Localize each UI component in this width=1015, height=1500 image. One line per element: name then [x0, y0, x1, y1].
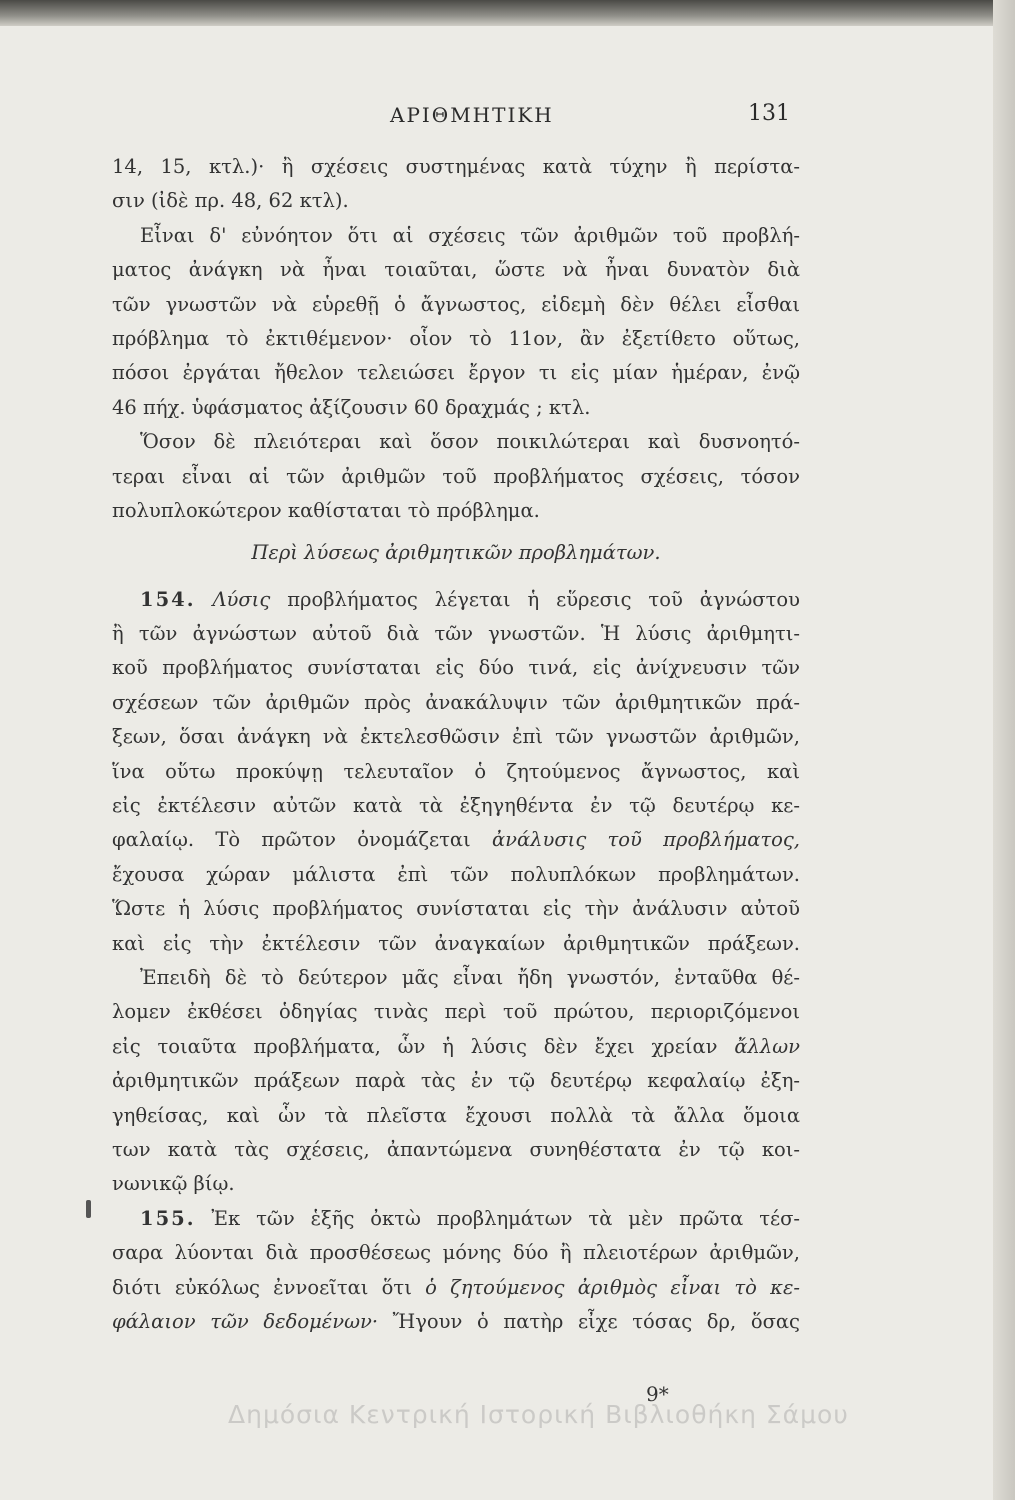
- text-fragment: Ἐκ τῶν ἑξῆς ὀκτὼ προβλημάτων τὰ μὲν πρῶτα τέσ-: [211, 1206, 800, 1230]
- page-right-edge: [993, 0, 1015, 1500]
- text-line: τῶν γνωστῶν νὰ εὑρεθῇ ὁ ἄγνωστος, εἰδεμὴ δὲν θέλει εἶσθαι: [112, 292, 800, 316]
- emphasized-phrase: φάλαιον τῶν δεδομένων·: [112, 1309, 379, 1333]
- text-line: Ὥστε ἡ λύσις προβλήματος συνίσταται εἰς τὴν ἀνάλυσιν αὐτοῦ: [112, 897, 800, 921]
- text-fragment: φαλαίῳ. Τὸ πρῶτον ὀνομάζεται: [112, 828, 471, 852]
- text-line: σχέσεων τῶν ἀριθμῶν πρὸς ἀνακάλυψιν τῶν ἀριθμητικῶν πρά-: [112, 690, 800, 714]
- text-line: [112, 1030, 800, 1064]
- defined-term: Λύσις: [212, 587, 271, 611]
- text-line: τεραι εἶναι αἱ τῶν ἀριθμῶν τοῦ προβλήματος σχέσεις, τόσον: [112, 464, 800, 488]
- text-line: των κατὰ τὰς σχέσεις, ἀπαντώμενα συνηθέστατα ἐν τῷ κοι-: [112, 1137, 800, 1161]
- running-head: [0, 101, 1015, 131]
- text-line: ξεων, ὅσαι ἀνάγκη νὰ ἐκτελεσθῶσιν ἐπὶ τῶν γνωστῶν ἀριθμῶν,: [112, 725, 800, 749]
- text-line: γηθείσας, καὶ ὧν τὰ πλεῖστα ἔχουσι πολλὰ τὰ ἄλλα ὅμοια: [112, 1103, 800, 1127]
- section-heading: Περὶ λύσεως ἀριθμητικῶν προβλημάτων.: [251, 541, 661, 565]
- text-line: ἔχουσα χώραν μάλιστα ἐπὶ τῶν πολυπλόκων προβλημάτων.: [112, 862, 800, 886]
- text-line: πολυπλοκώτερον καθίσταται τὸ πρόβλημα.: [112, 498, 540, 522]
- text-line: κοῦ προβλήματος συνίσταται εἰς δύο τινά, εἰς ἀνίχνευσιν τῶν: [112, 656, 800, 680]
- text-line: Ὅσον δὲ πλειότεραι καὶ ὅσον ποικιλώτεραι καὶ δυσνοητό-: [140, 430, 800, 454]
- text-line: [112, 1305, 800, 1339]
- text-line: ματος ἀνάγκη νὰ ἦναι τοιαῦται, ὥστε νὰ ἦναι δυνατὸν διὰ: [112, 258, 800, 282]
- text-line: ἵνα οὕτω προκύψῃ τελευταῖον ὁ ζητούμενος ἄγνωστος, καὶ: [112, 759, 800, 783]
- text-line: νωνικῷ βίῳ.: [112, 1172, 235, 1196]
- text-fragment: διότι εὐκόλως ἐννοεῖται ὅτι: [112, 1275, 412, 1299]
- text-line: σιν (ἰδὲ πρ. 48, 62 κτλ).: [112, 189, 349, 213]
- text-line: [112, 1271, 800, 1305]
- emphasized-term: ἀνάλυσις τοῦ προβλήματος,: [491, 828, 800, 852]
- text-line: Ἐπειδὴ δὲ τὸ δεύτερον μᾶς εἶναι ἤδη γνωστόν, ἐνταῦθα θέ-: [140, 966, 800, 989]
- text-line: λομεν ἐκθέσει ὁδηγίας τινὰς περὶ τοῦ πρώτου, περιοριζόμενοι: [112, 1000, 800, 1024]
- body-text: [112, 150, 800, 1339]
- text-line: ἢ τῶν ἀγνώστων αὐτοῦ διὰ τῶν γνωστῶν. Ἡ λύσις ἀριθμητι-: [112, 622, 800, 646]
- text-line: 46 πήχ. ὑφάσματος ἀξίζουσιν 60 δραχμάς ; κτλ.: [112, 395, 591, 419]
- text-fragment: εἰς τοιαῦτα προβλήματα, ὧν ἡ λύσις δὲν ἔχει χρείαν: [112, 1034, 718, 1058]
- text-line: πόσοι ἐργάται ἤθελον τελειώσει ἔργον τι εἰς μίαν ἡμέραν, ἐνῷ: [112, 361, 800, 385]
- text-line: [112, 823, 800, 857]
- text-line: σαρα λύονται διὰ προσθέσεως μόνης δύο ἢ πλειοτέρων ἀριθμῶν,: [112, 1241, 800, 1265]
- text-line: Εἶναι δ' εὐνόητον ὅτι αἱ σχέσεις τῶν ἀριθμῶν τοῦ προβλή-: [140, 223, 800, 247]
- running-title: ΑΡΙΘΜΗΤΙΚΗ: [390, 103, 554, 127]
- text-fragment: προβλήματος λέγεται ἡ εὕρεσις τοῦ ἀγνώστου: [287, 587, 800, 611]
- scan-top-edge: [0, 0, 1015, 26]
- signature-mark: 9*: [646, 1382, 669, 1406]
- text-line: εἰς ἐκτέλεσιν αὐτῶν κατὰ τὰ ἐξηγηθέντα ἐν τῷ δευτέρῳ κε-: [112, 794, 800, 818]
- paragraph-155-first-line: [112, 1202, 800, 1236]
- binding-mark: [86, 1200, 91, 1218]
- paragraph-154-first-line: [112, 583, 800, 617]
- page-number: 131: [748, 101, 790, 126]
- emphasized-phrase: ὁ ζητούμενος ἀριθμὸς εἶναι τὸ κε-: [425, 1275, 800, 1299]
- library-watermark: Δημόσια Κεντρική Ιστορική Βιβλιοθήκη Σάμου: [228, 1400, 849, 1429]
- text-fragment: Ἤγουν ὁ πατὴρ εἶχε τόσας δρ, ὅσας: [392, 1309, 800, 1333]
- paragraph-number: 154.: [140, 587, 196, 611]
- text-line: 14, 15, κτλ.)· ἢ σχέσεις συστημένας κατὰ τύχην ἢ περίστα-: [112, 155, 800, 178]
- emphasized-term: ἄλλων: [734, 1034, 800, 1058]
- text-line: πρόβλημα τὸ ἐκτιθέμενον· οἷον τὸ 11ον, ἂν ἐξετίθετο οὕτως,: [112, 326, 800, 350]
- text-line: καὶ εἰς τὴν ἐκτέλεσιν τῶν ἀναγκαίων ἀριθμητικῶν πράξεων.: [112, 931, 800, 955]
- text-line: ἀριθμητικῶν πράξεων παρὰ τὰς ἐν τῷ δευτέρῳ κεφαλαίῳ ἐξη-: [112, 1069, 800, 1093]
- paragraph-number: 155.: [140, 1206, 196, 1230]
